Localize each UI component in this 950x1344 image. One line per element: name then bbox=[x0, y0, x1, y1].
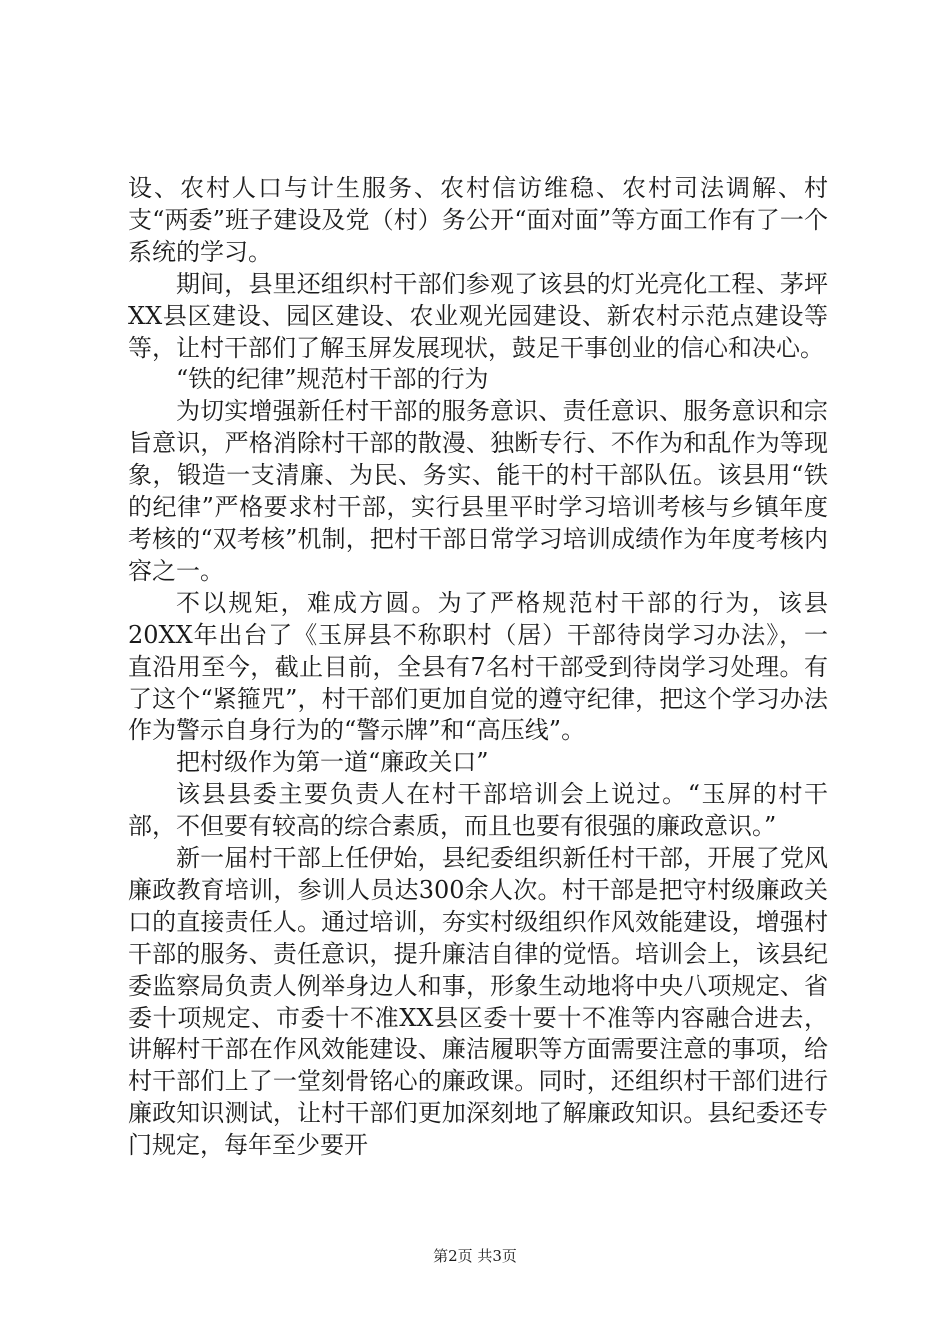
paragraph-3: 为切实增强新任村干部的服务意识、责任意识、服务意识和宗旨意识，严格消除村干部的散漫、独断专行、不作为和乱作为等现象，锻造一支清廉、为民、务实、能干的村干部队伍。该县用“铁的纪律”严格要求村干部，实行县里平时学习培训考核与乡镇年度考核的“双考核”机制，把村干部日常学习培训成绩作为年度考核内容之一。 bbox=[128, 397, 828, 585]
paragraph-5: 该县县委主要负责人在村干部培训会上说过。“玉屏的村干部，不但要有较高的综合素质，而且也要有很强的廉政意识。” bbox=[128, 780, 828, 841]
paragraph-6: 新一届村干部上任伊始，县纪委组织新任村干部，开展了党风廉政教育培训，参训人员达300余人次。村干部是把守村级廉政关口的直接责任人。通过培训，夯实村级组织作风效能建设，增强村干部的服务、责任意识，提升廉洁自律的觉悟。培训会上，该县纪委监察局负责人例举身边人和事，形象生动地将中央八项规定、省委十项规定、市委十不准XX县区委十要十不准等内容融合进去，讲解村干部在作风效能建设、廉洁履职等方面需要注意的事项，给村干部们上了一堂刻骨铭心的廉政课。同时，还组织村干部们进行廉政知识测试，让村干部们更加深刻地了解廉政知识。县纪委还专门规定，每年至少要开 bbox=[128, 844, 828, 1160]
paragraph-1: 设、农村人口与计生服务、农村信访维稳、农村司法调解、村支“两委”班子建设及党（村）务公开“面对面”等方面工作有了一个系统的学习。 bbox=[128, 174, 828, 266]
paragraph-4: 不以规矩，难成方圆。为了严格规范村干部的行为，该县20XX年出台了《玉屏县不称职村（居）干部待岗学习办法》，一直沿用至今，截止目前，全县有7名村干部受到待岗学习处理。有了这个“紧箍咒”，村干部们更加自觉的遵守纪律，把这个学习办法作为警示自身行为的“警示牌”和“高压线”。 bbox=[128, 588, 828, 745]
section-heading-integrity: 把村级作为第一道“廉政关口” bbox=[176, 748, 489, 777]
paragraph-2: 期间，县里还组织村干部们参观了该县的灯光亮化工程、茅坪XX县区建设、园区建设、农业观光园建设、新农村示范点建设等等，让村干部们了解玉屏发展现状，鼓足干事创业的信心和决心。 bbox=[128, 269, 828, 362]
page-number: 第2页 共3页 bbox=[433, 1247, 517, 1265]
document-body bbox=[128, 173, 828, 1162]
section-heading-discipline: “铁的纪律”规范村干部的行为 bbox=[176, 365, 489, 394]
page-footer bbox=[0, 1245, 950, 1266]
